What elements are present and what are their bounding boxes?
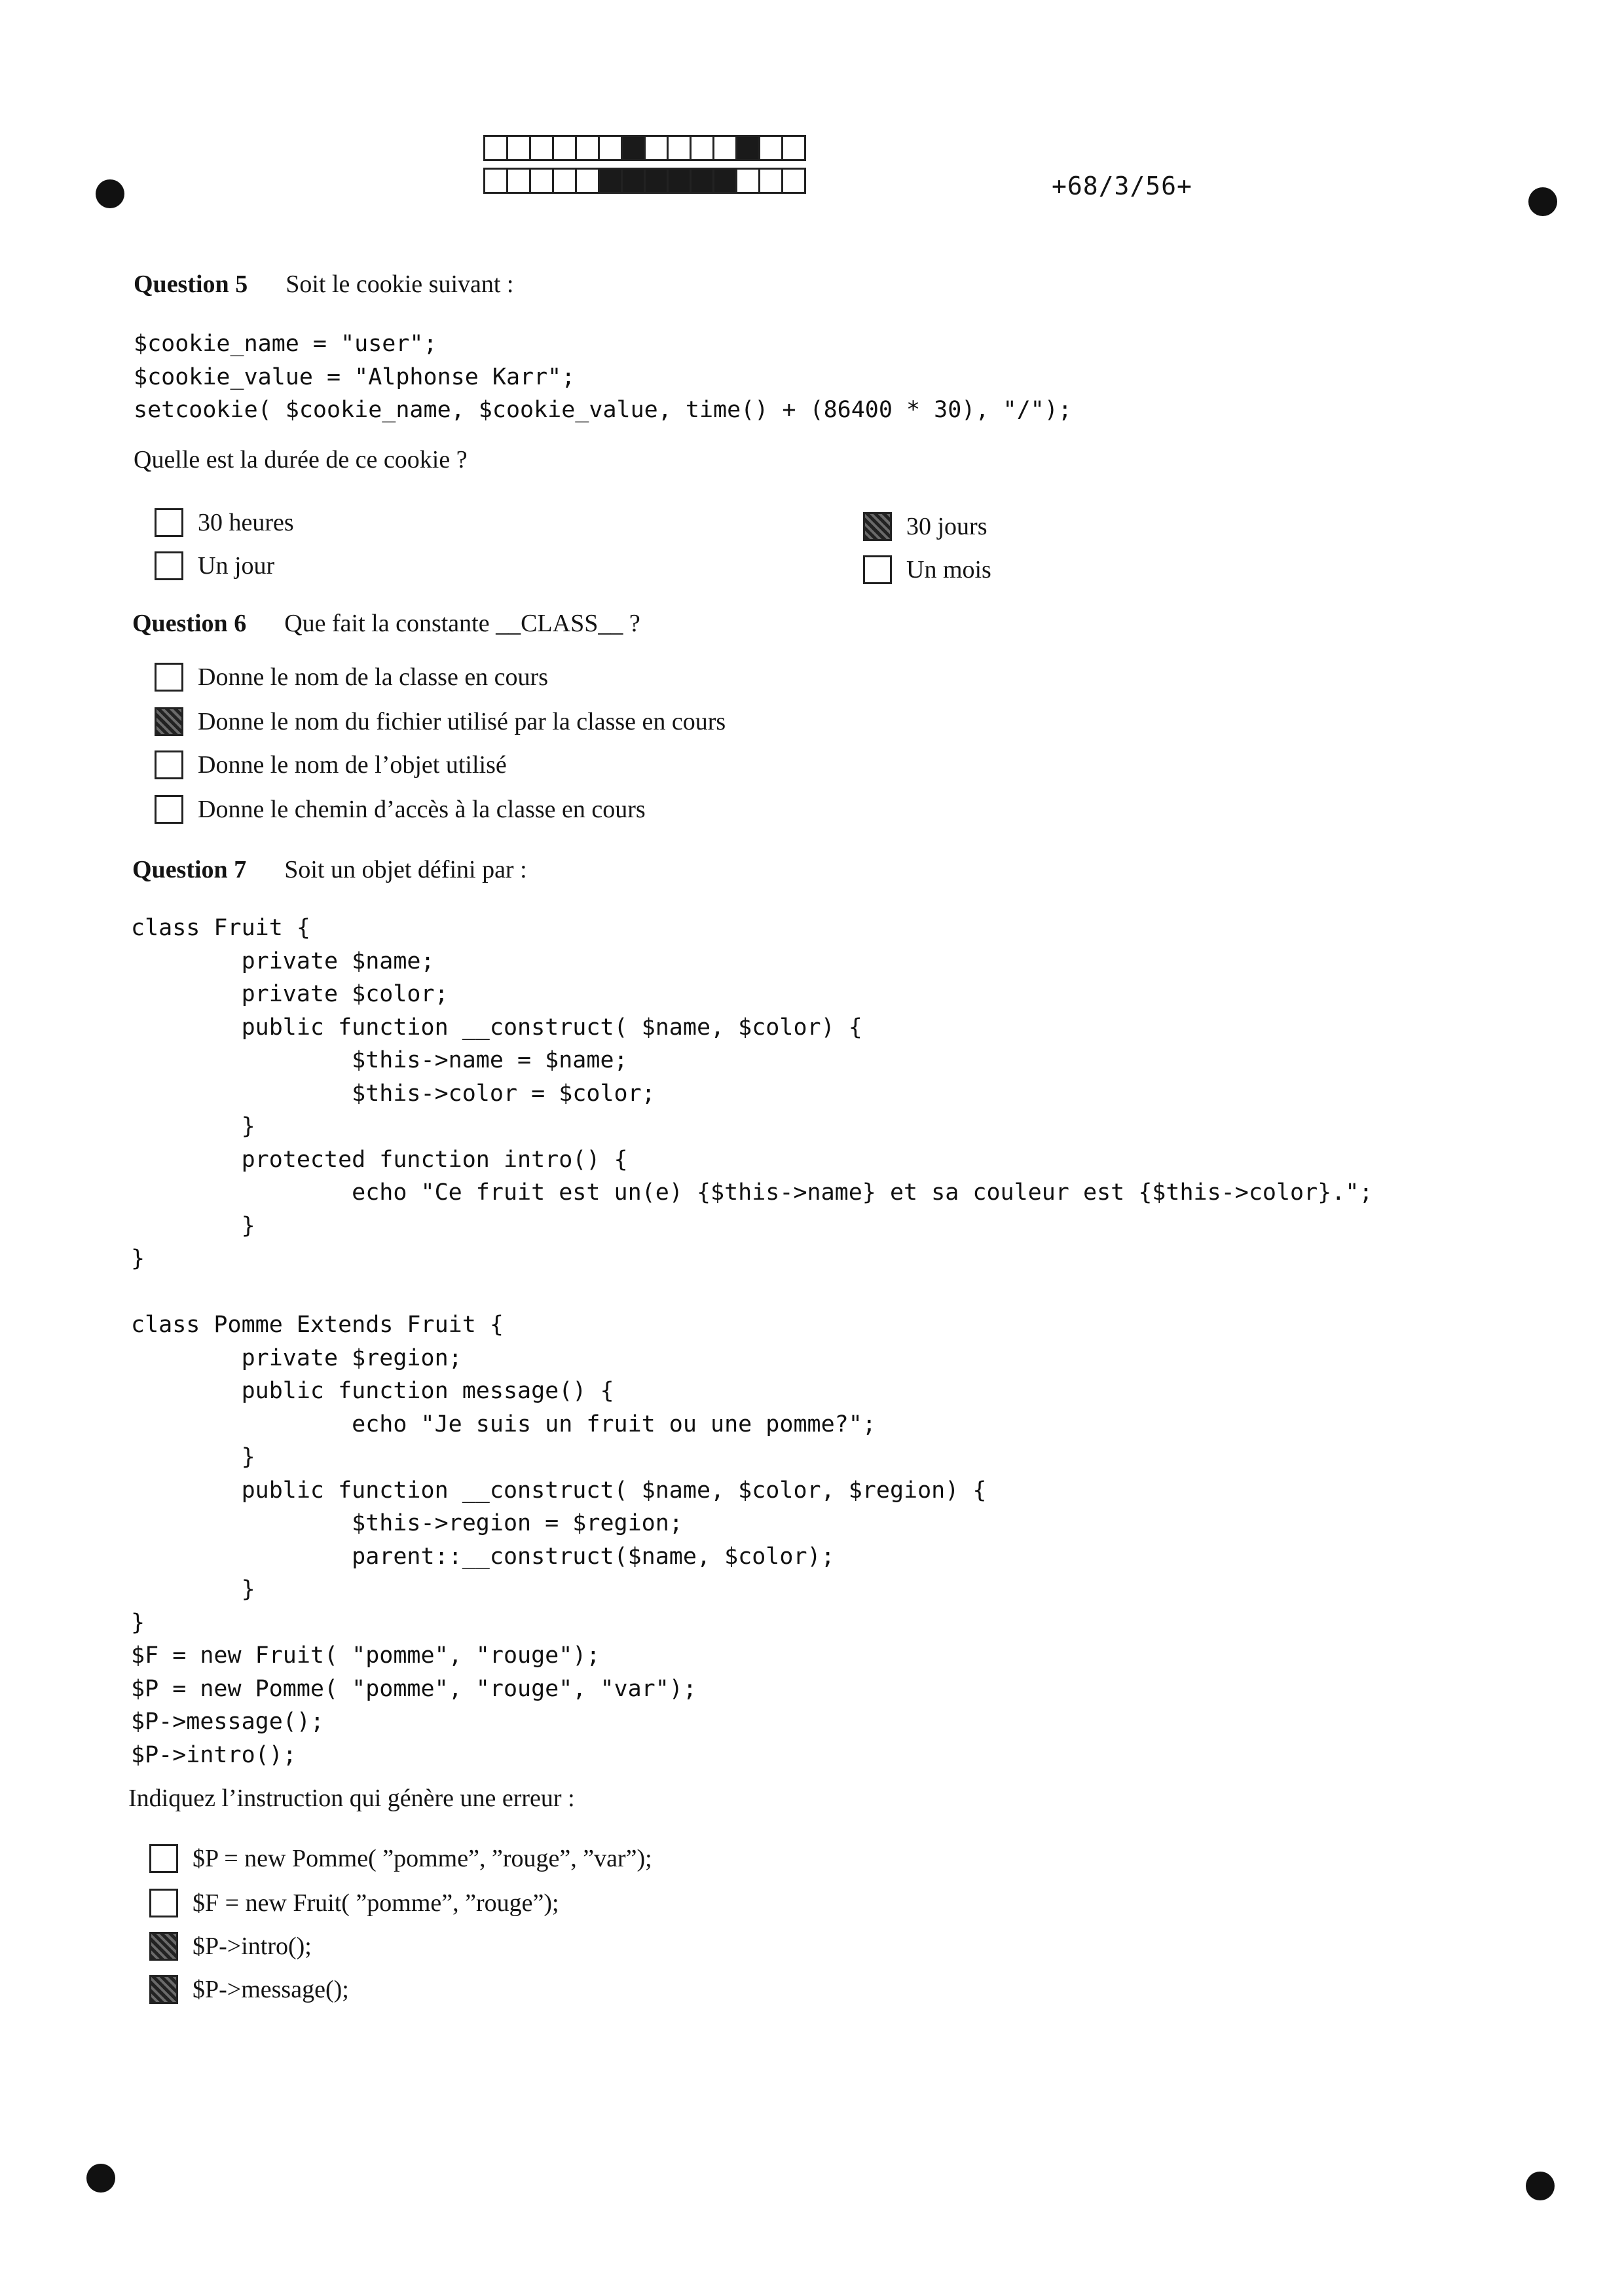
q5-option-un-mois[interactable]	[863, 555, 991, 584]
code-bar-cell	[598, 135, 623, 161]
code-bar-cell	[735, 168, 760, 194]
question-5-label: Question 5	[134, 270, 248, 298]
page-id: +68/3/56+	[1052, 172, 1192, 200]
code-bar-cell	[575, 135, 600, 161]
option-label: Donne le nom de l’objet utilisé	[198, 751, 507, 779]
q6-option-1[interactable]	[155, 663, 548, 692]
option-label: $P->message();	[193, 1976, 349, 2003]
checkbox[interactable]	[155, 707, 183, 736]
option-label: 30 jours	[906, 513, 987, 540]
code-bar-cell	[575, 168, 600, 194]
checkbox[interactable]	[863, 512, 892, 541]
q7-option-4[interactable]	[149, 1975, 349, 2004]
code-bar-cell	[781, 135, 806, 161]
option-label: Un mois	[906, 556, 991, 583]
code-bar-cell	[483, 135, 508, 161]
code-bar-cell	[621, 135, 646, 161]
option-label: $P = new Pomme( ”pomme”, ”rouge”, ”var”);	[193, 1845, 652, 1872]
checkbox[interactable]	[149, 1932, 178, 1961]
checkbox[interactable]	[155, 750, 183, 779]
question-5-title: Soit le cookie suivant :	[286, 270, 514, 298]
code-bar-cell	[690, 168, 714, 194]
option-label: Donne le nom de la classe en cours	[198, 663, 548, 691]
code-bar-cell	[483, 168, 508, 194]
question-6-header	[132, 609, 640, 638]
q5-option-un-jour[interactable]	[155, 551, 274, 580]
registration-mark-bottom-left	[86, 2164, 115, 2193]
q5-option-30-heures[interactable]	[155, 508, 294, 537]
code-bar-cell	[758, 168, 783, 194]
header-code-bar-1	[483, 135, 804, 161]
option-label: 30 heures	[198, 509, 294, 536]
checkbox[interactable]	[155, 795, 183, 824]
question-7-title: Soit un objet défini par :	[284, 856, 527, 883]
code-bar-cell	[506, 135, 531, 161]
code-bar-cell	[690, 135, 714, 161]
code-bar-cell	[621, 168, 646, 194]
checkbox[interactable]	[155, 508, 183, 537]
question-5-code: $cookie_name = "user"; $cookie_value = "Alphonse Karr"; setcookie( $cookie_name, $cookie_value, time() + (86400 * 30), "/");	[134, 331, 1072, 423]
registration-mark-bottom-right	[1526, 2172, 1555, 2200]
checkbox[interactable]	[149, 1844, 178, 1873]
code-bar-cell	[644, 168, 669, 194]
q6-option-3[interactable]	[155, 750, 507, 779]
checkbox[interactable]	[863, 555, 892, 584]
q6-option-4[interactable]	[155, 795, 646, 824]
code-bar-cell	[529, 135, 554, 161]
code-bar-cell	[735, 135, 760, 161]
code-bar-cell	[644, 135, 669, 161]
question-7-header	[132, 855, 527, 884]
question-6-title: Que fait la constante __CLASS__ ?	[284, 610, 640, 637]
code-bar-cell	[529, 168, 554, 194]
question-5-header	[134, 270, 514, 299]
code-bar-cell	[667, 168, 692, 194]
code-bar-cell	[712, 168, 737, 194]
code-bar-cell	[506, 168, 531, 194]
question-6-label: Question 6	[132, 610, 247, 637]
question-7-label: Question 7	[132, 856, 247, 883]
checkbox[interactable]	[149, 1889, 178, 1917]
q7-option-2[interactable]	[149, 1889, 559, 1917]
question-7-code: class Fruit { private $name; private $color; public function __construct( $name, $color) { $this->name = $name; $this->color = $color; } protected function intro() { echo "Ce fruit est un(e) {$this->name} et sa couleur est {$this->color}."; } } class Pomme Extends Fruit { private $region; public function message() { echo "Je suis un fruit ou une pomme?"; } public function __construct( $name, $color, $region) { $this->region = $region; parent::__construct($name, $color); } } $F = new Fruit( "pomme", "rouge"); $P = new Pomme( "pomme", "rouge", "var"); $P->message(); $P->intro();	[131, 915, 1373, 1768]
code-bar-cell	[712, 135, 737, 161]
q7-option-3[interactable]	[149, 1932, 312, 1961]
option-label: $F = new Fruit( ”pomme”, ”rouge”);	[193, 1889, 559, 1917]
checkbox[interactable]	[155, 663, 183, 692]
q7-option-1[interactable]	[149, 1844, 652, 1873]
registration-mark-top-left	[96, 179, 124, 208]
header-code-bar-2	[483, 168, 804, 194]
code-bar-cell	[598, 168, 623, 194]
option-label: Donne le chemin d’accès à la classe en cours	[198, 796, 646, 823]
code-bar-cell	[667, 135, 692, 161]
checkbox[interactable]	[155, 551, 183, 580]
q5-option-30-jours[interactable]	[863, 512, 987, 541]
checkbox[interactable]	[149, 1975, 178, 2004]
question-7-prompt: Indiquez l’instruction qui génère une erreur :	[128, 1785, 575, 1812]
question-5-prompt: Quelle est la durée de ce cookie ?	[134, 446, 468, 473]
q6-option-2[interactable]	[155, 707, 726, 736]
code-bar-cell	[552, 135, 577, 161]
code-bar-cell	[552, 168, 577, 194]
registration-mark-top-right	[1528, 187, 1557, 216]
option-label: Un jour	[198, 552, 275, 580]
code-bar-cell	[758, 135, 783, 161]
code-bar-cell	[781, 168, 806, 194]
option-label: Donne le nom du fichier utilisé par la classe en cours	[198, 708, 726, 735]
option-label: $P->intro();	[193, 1933, 312, 1960]
